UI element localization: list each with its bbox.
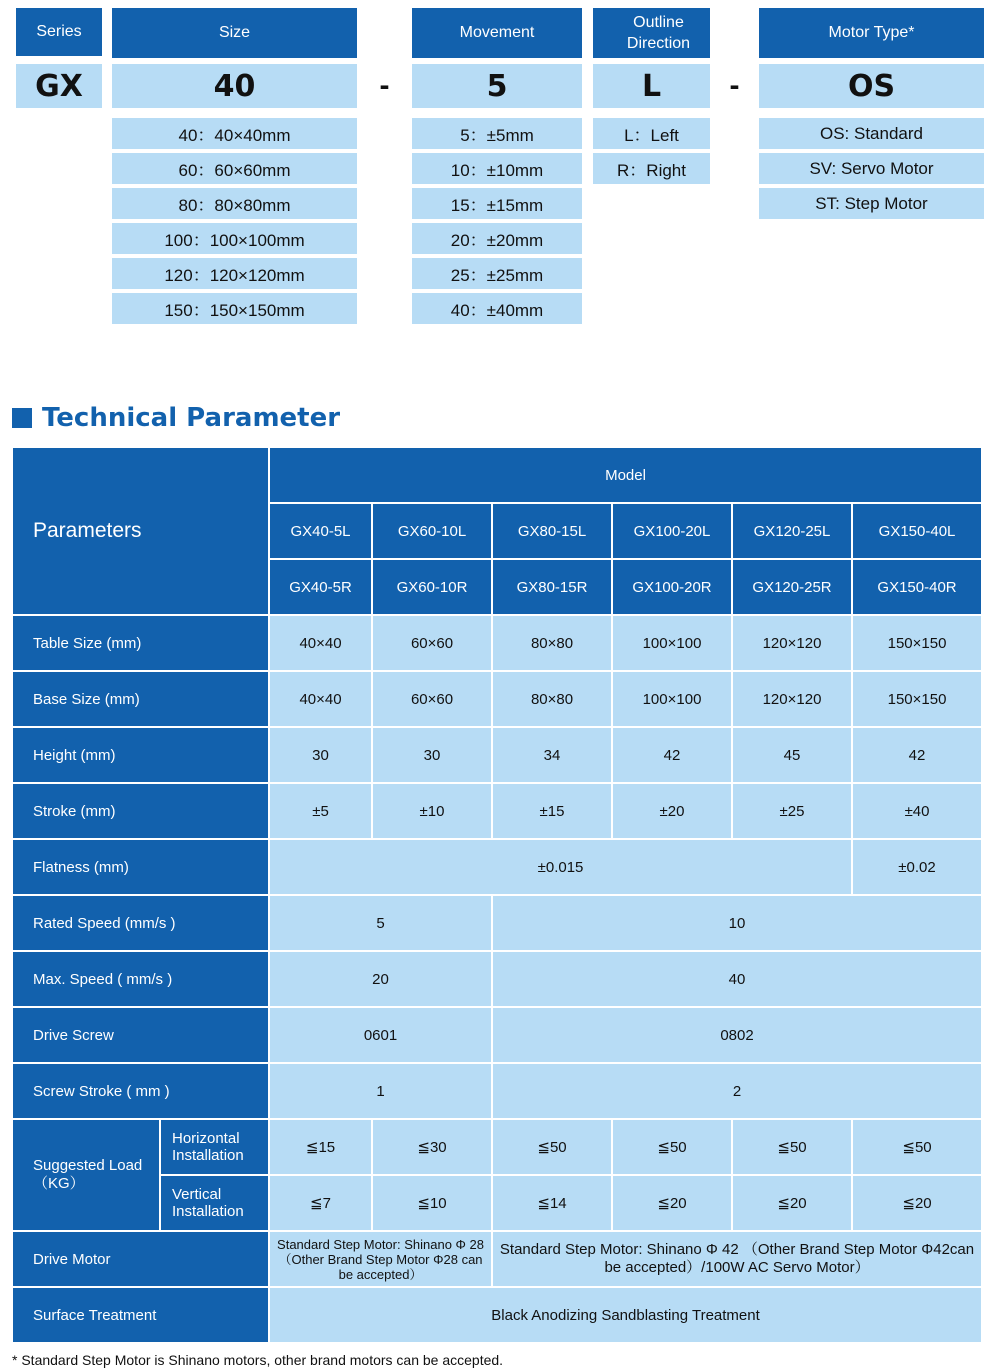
table-cell: 150×150 bbox=[852, 671, 982, 727]
model-right: GX120-25R bbox=[732, 559, 852, 615]
table-cell: 2 bbox=[492, 1063, 982, 1119]
table-row bbox=[12, 951, 982, 1007]
model-right: GX150-40R bbox=[852, 559, 982, 615]
table-cell: ≦14 bbox=[492, 1175, 612, 1231]
size-option: 120：120×120mm bbox=[112, 258, 357, 289]
table-cell: ≦50 bbox=[612, 1119, 732, 1175]
direction-header: Outline Direction bbox=[593, 8, 710, 58]
table-cell: 60×60 bbox=[372, 615, 492, 671]
table-cell: Black Anodizing Sandblasting Treatment bbox=[269, 1287, 982, 1343]
movement-option: 25：±25mm bbox=[412, 258, 582, 289]
table-row bbox=[12, 1287, 982, 1343]
table-cell: ≦7 bbox=[269, 1175, 372, 1231]
table-cell: 120×120 bbox=[732, 615, 852, 671]
movement-option: 10：±10mm bbox=[412, 153, 582, 184]
parameters-header: Parameters bbox=[12, 447, 269, 615]
table-cell: ≦10 bbox=[372, 1175, 492, 1231]
table-cell: 20 bbox=[269, 951, 492, 1007]
direction-option: R：Right bbox=[593, 153, 710, 184]
table-cell: ≦30 bbox=[372, 1119, 492, 1175]
row-label: Rated Speed (mm/s ) bbox=[12, 895, 269, 951]
table-cell: 60×60 bbox=[372, 671, 492, 727]
table-cell: 45 bbox=[732, 727, 852, 783]
table-cell: ±15 bbox=[492, 783, 612, 839]
row-label: Drive Screw bbox=[12, 1007, 269, 1063]
model-left: GX80-15L bbox=[492, 503, 612, 559]
table-cell: 40 bbox=[492, 951, 982, 1007]
table-cell: 40×40 bbox=[269, 615, 372, 671]
row-label: Stroke (mm) bbox=[12, 783, 269, 839]
table-cell: ≦50 bbox=[852, 1119, 982, 1175]
table-cell: 100×100 bbox=[612, 671, 732, 727]
size-option: 40：40×40mm bbox=[112, 118, 357, 149]
model-left: GX60-10L bbox=[372, 503, 492, 559]
table-row bbox=[12, 727, 982, 783]
row-label: Drive Motor bbox=[12, 1231, 269, 1287]
table-cell: 10 bbox=[492, 895, 982, 951]
table-cell: ±40 bbox=[852, 783, 982, 839]
table-row bbox=[12, 783, 982, 839]
motor-type-header: Motor Type* bbox=[759, 8, 984, 58]
model-left: GX40-5L bbox=[269, 503, 372, 559]
movement-header: Movement bbox=[412, 8, 582, 58]
model-left: GX100-20L bbox=[612, 503, 732, 559]
table-cell: 42 bbox=[612, 727, 732, 783]
movement-option: 15：±15mm bbox=[412, 188, 582, 219]
table-cell: ±0.015 bbox=[269, 839, 852, 895]
series-value: GX bbox=[16, 64, 102, 108]
motor-option: ST: Step Motor bbox=[759, 188, 984, 219]
model-left: GX150-40L bbox=[852, 503, 982, 559]
series-header: Series bbox=[16, 8, 102, 56]
square-bullet-icon bbox=[12, 408, 32, 428]
model-right: GX80-15R bbox=[492, 559, 612, 615]
model-right: GX60-10R bbox=[372, 559, 492, 615]
movement-option: 40：±40mm bbox=[412, 293, 582, 324]
table-cell: 100×100 bbox=[612, 615, 732, 671]
table-cell: ±0.02 bbox=[852, 839, 982, 895]
table-cell: ≦15 bbox=[269, 1119, 372, 1175]
table-cell: 34 bbox=[492, 727, 612, 783]
separator-dash: - bbox=[729, 69, 740, 102]
technical-parameter-table bbox=[11, 446, 983, 1344]
motor-type-value: OS bbox=[759, 64, 984, 108]
table-cell: 42 bbox=[852, 727, 982, 783]
table-cell: ≦20 bbox=[852, 1175, 982, 1231]
table-cell: 0802 bbox=[492, 1007, 982, 1063]
movement-option: 20：±20mm bbox=[412, 223, 582, 254]
table-cell: 1 bbox=[269, 1063, 492, 1119]
table-cell: 150×150 bbox=[852, 615, 982, 671]
model-header: Model bbox=[269, 447, 982, 503]
movement-option: 5：±5mm bbox=[412, 118, 582, 149]
table-cell: ≦50 bbox=[492, 1119, 612, 1175]
row-label: Height (mm) bbox=[12, 727, 269, 783]
table-row bbox=[12, 1063, 982, 1119]
section-title: Technical Parameter bbox=[42, 403, 341, 433]
size-header: Size bbox=[112, 8, 357, 58]
table-cell: 120×120 bbox=[732, 671, 852, 727]
direction-value: L bbox=[593, 64, 710, 108]
table-cell: ±25 bbox=[732, 783, 852, 839]
row-label: Suggested Load （KG） bbox=[12, 1119, 160, 1231]
size-value: 40 bbox=[112, 64, 357, 108]
separator-dash: - bbox=[379, 69, 390, 102]
table-row bbox=[12, 615, 982, 671]
row-label: Max. Speed ( mm/s ) bbox=[12, 951, 269, 1007]
table-cell: Standard Step Motor: Shinano Φ 28 （Other Brand Step Motor Φ28 can be accepted） bbox=[269, 1231, 492, 1287]
movement-value: 5 bbox=[412, 64, 582, 108]
size-option: 80：80×80mm bbox=[112, 188, 357, 219]
section-heading bbox=[12, 402, 340, 434]
row-label: Table Size (mm) bbox=[12, 615, 269, 671]
model-right: GX40-5R bbox=[269, 559, 372, 615]
row-label: Surface Treatment bbox=[12, 1287, 269, 1343]
row-label: Base Size (mm) bbox=[12, 671, 269, 727]
table-cell: 30 bbox=[372, 727, 492, 783]
model-left: GX120-25L bbox=[732, 503, 852, 559]
table-cell: 80×80 bbox=[492, 615, 612, 671]
size-option: 100：100×100mm bbox=[112, 223, 357, 254]
table-row bbox=[12, 1007, 982, 1063]
table-cell: 80×80 bbox=[492, 671, 612, 727]
table-cell: 30 bbox=[269, 727, 372, 783]
footnote: * Standard Step Motor is Shinano motors, other brand motors can be accepted. bbox=[12, 1352, 504, 1368]
table-row bbox=[12, 1231, 982, 1287]
size-option: 150：150×150mm bbox=[112, 293, 357, 324]
row-label: Flatness (mm) bbox=[12, 839, 269, 895]
table-cell: 5 bbox=[269, 895, 492, 951]
size-option: 60：60×60mm bbox=[112, 153, 357, 184]
table-cell: ±10 bbox=[372, 783, 492, 839]
direction-option: L：Left bbox=[593, 118, 710, 149]
motor-option: OS: Standard bbox=[759, 118, 984, 149]
table-cell: ≦20 bbox=[612, 1175, 732, 1231]
sub-label: Vertical Installation bbox=[160, 1175, 269, 1231]
table-row bbox=[12, 671, 982, 727]
table-cell: 0601 bbox=[269, 1007, 492, 1063]
table-row bbox=[12, 1119, 982, 1175]
table-row bbox=[12, 895, 982, 951]
table-cell: ±20 bbox=[612, 783, 732, 839]
model-right: GX100-20R bbox=[612, 559, 732, 615]
table-row bbox=[12, 839, 982, 895]
table-cell: 40×40 bbox=[269, 671, 372, 727]
row-label: Screw Stroke ( mm ) bbox=[12, 1063, 269, 1119]
sub-label: Horizontal Installation bbox=[160, 1119, 269, 1175]
table-cell: ±5 bbox=[269, 783, 372, 839]
table-cell: ≦50 bbox=[732, 1119, 852, 1175]
table-cell: Standard Step Motor: Shinano Φ 42 （Other Brand Step Motor Φ42can be accepted）/100W AC Servo Motor） bbox=[492, 1231, 982, 1287]
table-cell: ≦20 bbox=[732, 1175, 852, 1231]
motor-option: SV: Servo Motor bbox=[759, 153, 984, 184]
